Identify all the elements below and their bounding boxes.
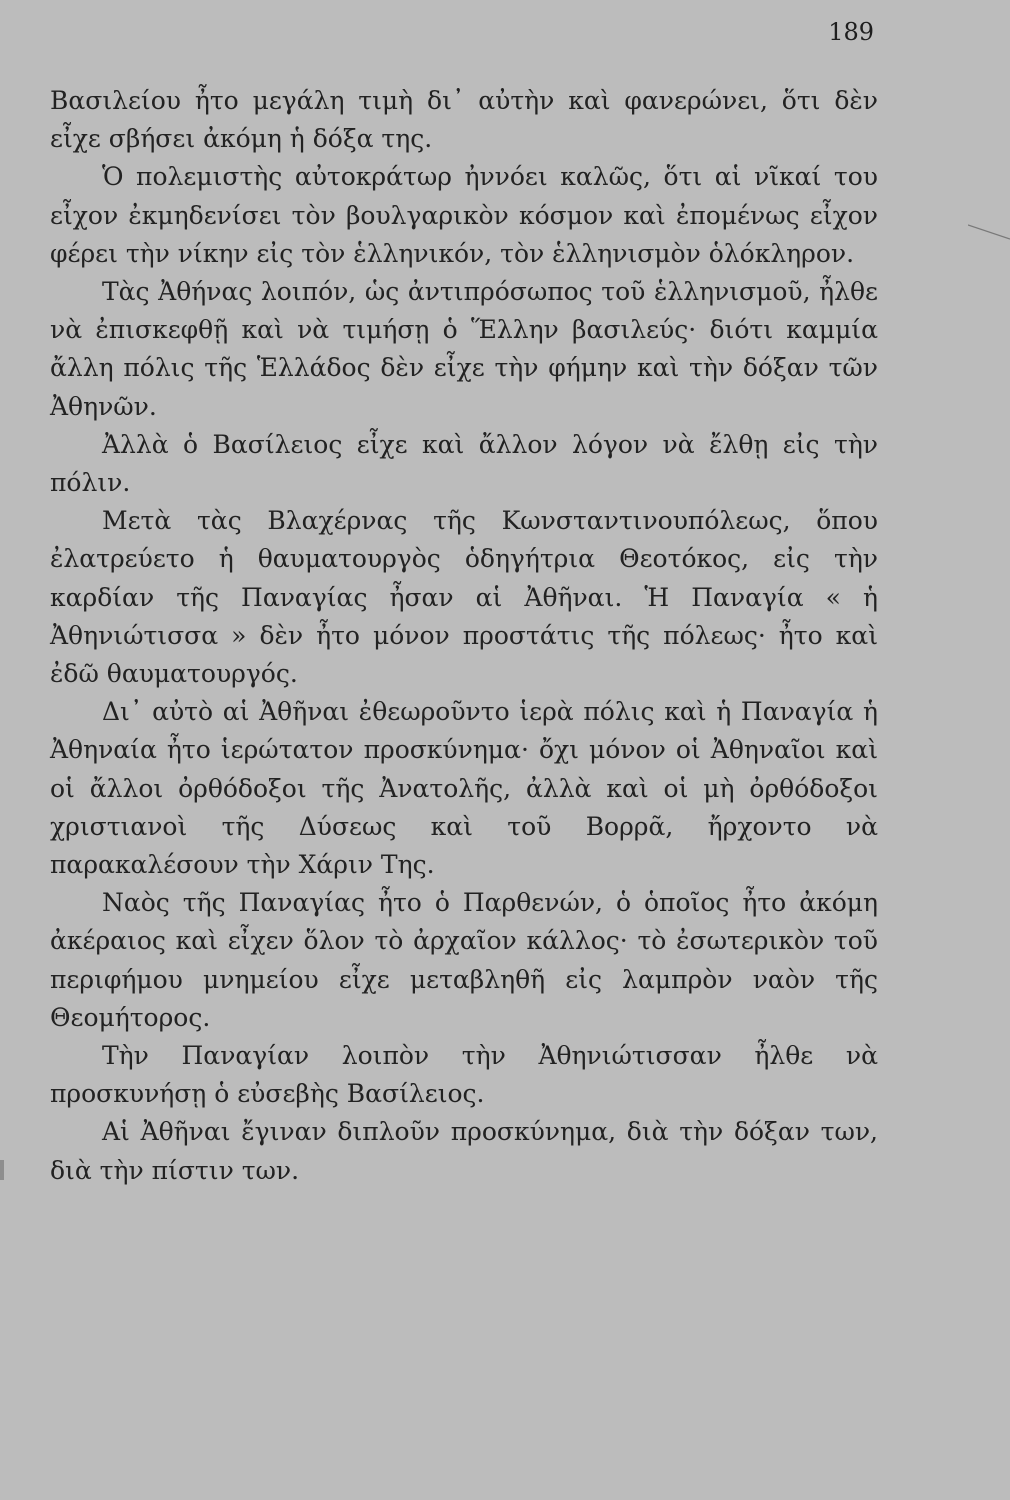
paragraph-holy-city: Δι᾽ αὐτὸ αἱ Ἀθῆναι ἐθεωροῦντο ἱερὰ πόλις καὶ ἡ Παναγία ἡ Ἀθηναία ἦτο ἱερώτατον προσκύνημα· ὄχι μόνον οἱ Ἀθηναῖοι καὶ οἱ ἄλλοι ὀρθόδοξοι τῆς Ἀνατολῆς, ἀλλὰ καὶ οἱ μὴ ὀρθόδοξοι χριστιανοὶ τῆς Δύσεως καὶ τοῦ Βορρᾶ, ἤρχοντο νὰ παρακαλέσουν τὴν Χάριν Της. [50, 697, 878, 880]
paragraph-emperor-victories: Ὁ πολεμιστὴς αὐτοκράτωρ ἠννόει καλῶς, ὅτι αἱ νῖκαί του εἶχον ἐκμηδενίσει τὸν βουλγαρικὸν κόσμον καὶ ἐπομένως εἶχον φέρει τὴν νίκην εἰς τὸν ἑλληνικόν, τὸν ἑλληνισμὸν ὁλόκληρον. [50, 162, 878, 268]
paragraph-pilgrimage: Τὴν Παναγίαν λοιπὸν τὴν Ἀθηνιώτισσαν ἦλθε νὰ προσκυνήσῃ ὁ εὐσεβὴς Βασίλειος. [50, 1041, 878, 1109]
page-number: 189 [828, 18, 874, 46]
page-body-text [50, 82, 878, 1190]
paragraph-athiniotissa: Μετὰ τὰς Βλαχέρνας τῆς Κωνσταντινουπόλεως, ὅπου ἐλατρεύετο ἡ θαυματουργὸς ὁδηγήτρια Θεοτόκος, εἰς τὴν καρδίαν τῆς Παναγίας ἦσαν αἱ Ἀθῆναι. Ἡ Παναγία « ἡ Ἀθηνιώτισσα » δὲν ἦτο μόνον προστάτις τῆς πόλεως· ἦτο καὶ ἐδῶ θαυματουργός. [50, 506, 878, 689]
paragraph-athens-visit: Τὰς Ἀθήνας λοιπόν, ὡς ἀντιπρόσωπος τοῦ ἑλληνισμοῦ, ἦλθε νὰ ἐπισκεφθῇ καὶ νὰ τιμήσῃ ὁ Ἕλλην βασιλεύς· διότι καμμία ἄλλη πόλις τῆς Ἑλλάδος δὲν εἶχε τὴν φήμην καὶ τὴν δόξαν τῶν Ἀθηνῶν. [50, 277, 878, 421]
paragraph-continued: Βασιλείου ἦτο μεγάλη τιμὴ δι᾽ αὐτὴν καὶ φανερώνει, ὅτι δὲν εἶχε σβήσει ἀκόμη ἡ δόξα της. [50, 86, 878, 154]
page-edge-mark [968, 222, 1010, 242]
left-edge-mark [0, 1160, 4, 1180]
paragraph-another-reason: Ἀλλὰ ὁ Βασίλειος εἶχε καὶ ἄλλον λόγον νὰ ἔλθῃ εἰς τὴν πόλιν. [50, 429, 878, 498]
paragraph-parthenon-church: Ναὸς τῆς Παναγίας ἦτο ὁ Παρθενών, ὁ ὁποῖος ἦτο ἀκόμη ἀκέραιος καὶ εἶχεν ὅλον τὸ ἀρχαῖον κάλλος· τὸ ἐσωτερικὸν τοῦ περιφήμου μνημείου εἶχε μεταβληθῆ εἰς λαμπρὸν ναὸν τῆς Θεομήτορος. [50, 888, 878, 1032]
paragraph-double-pilgrimage: Αἱ Ἀθῆναι ἔγιναν διπλοῦν προσκύνημα, διὰ τὴν δόξαν των, διὰ τὴν πίστιν των. [50, 1117, 878, 1185]
